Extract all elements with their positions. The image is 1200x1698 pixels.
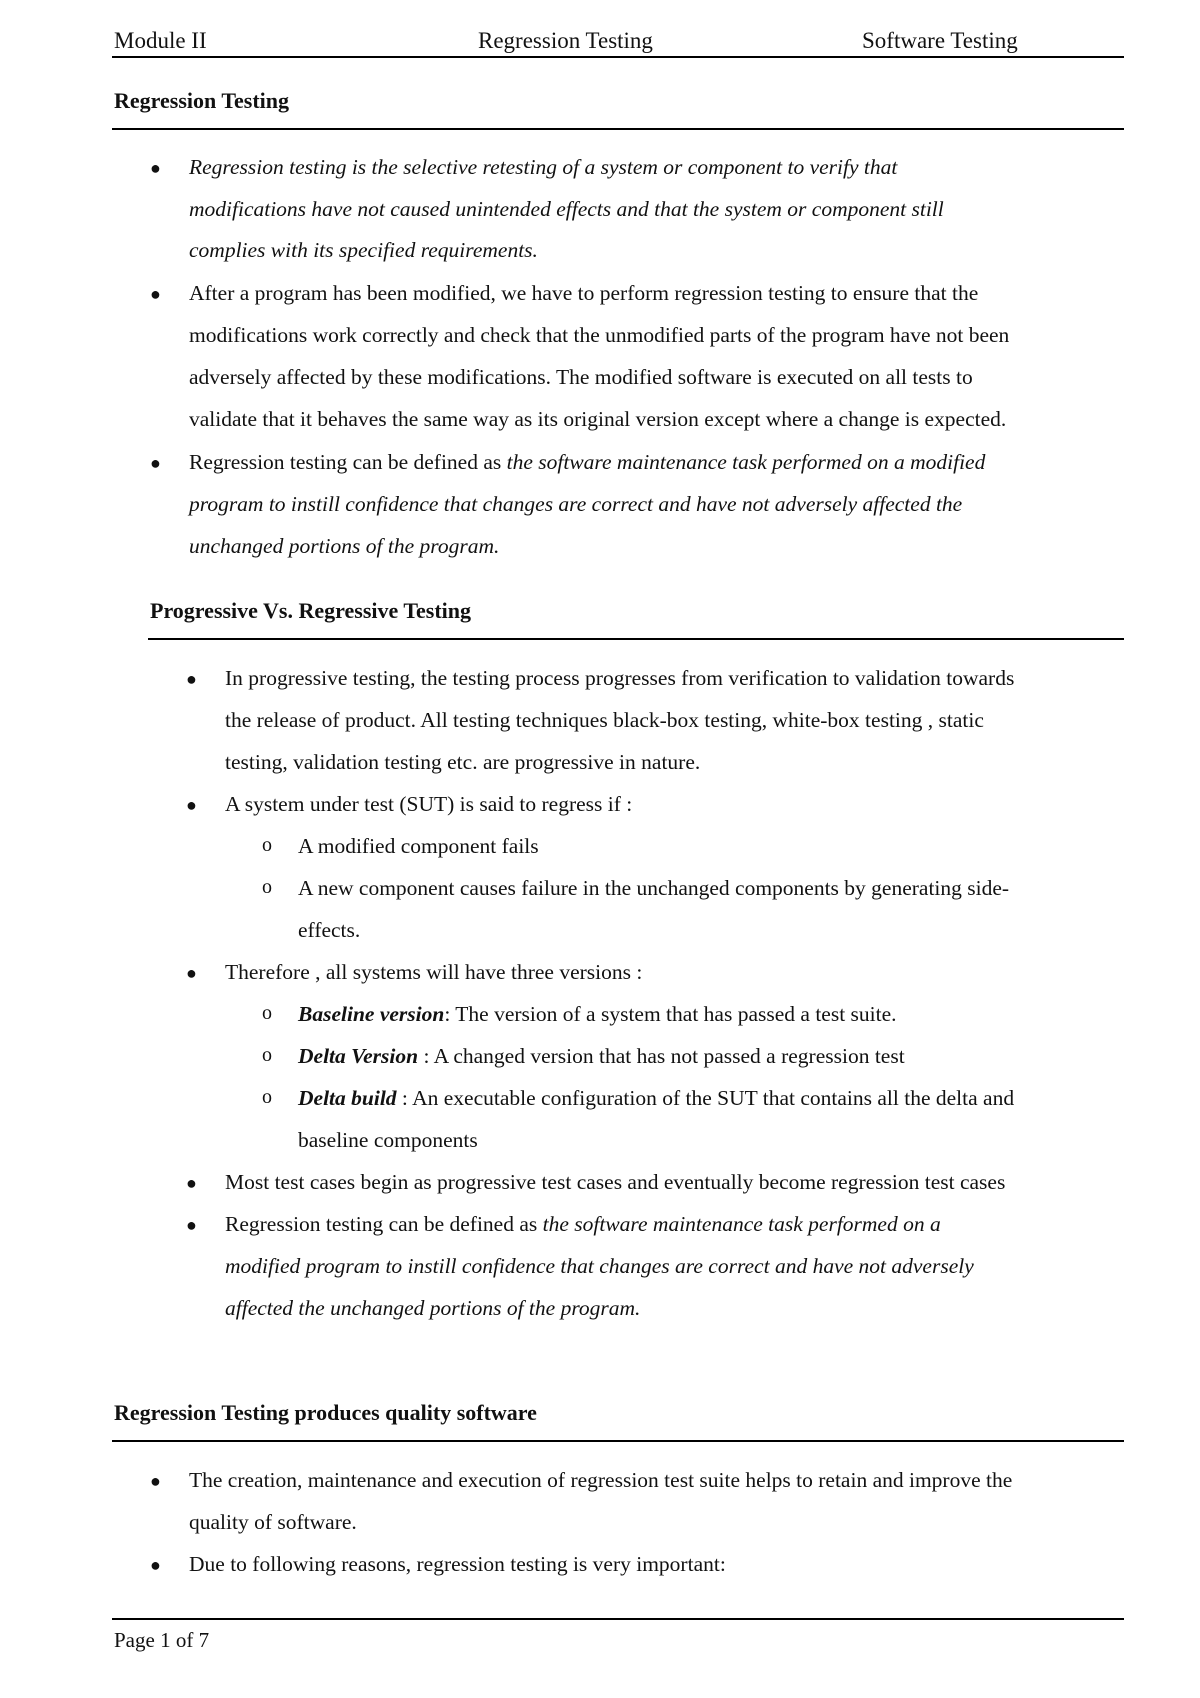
paragraph-line: the release of product. All testing techniques black-box testing, white-box testing , static <box>225 708 984 732</box>
version-baseline: Baseline version: The version of a system that has passed a test suite. <box>298 1002 897 1026</box>
paragraph-line: baseline components <box>298 1128 478 1152</box>
paragraph-line: The creation, maintenance and execution of regression test suite helps to retain and improve the <box>189 1468 1013 1492</box>
paragraph-line: A new component causes failure in the unchanged components by generating side- <box>298 876 1010 900</box>
paragraph-line: A modified component fails <box>298 834 539 858</box>
bullet-icon: ● <box>150 284 161 304</box>
paragraph-line: program to instill confidence that changes are correct and have not adversely affected the <box>189 492 963 516</box>
paragraph-line: validate that it behaves the same way as its original version except where a change is expected. <box>189 407 1007 431</box>
paragraph-line: effects. <box>298 918 361 942</box>
section-title-quality-software: Regression Testing produces quality software <box>114 1400 537 1425</box>
paragraph-line: A system under test (SUT) is said to regress if : <box>225 792 633 816</box>
paragraph-line: After a program has been modified, we have to perform regression testing to ensure that the <box>189 281 979 305</box>
section-rule <box>112 128 1124 130</box>
header-subject: Software Testing <box>862 28 1018 53</box>
paragraph-line: testing, validation testing etc. are progressive in nature. <box>225 750 701 774</box>
bullet-icon: ● <box>150 1555 161 1575</box>
paragraph-line: unchanged portions of the program. <box>189 534 500 558</box>
section-rule <box>112 1440 1124 1442</box>
bullet-icon: ● <box>150 1471 161 1491</box>
sub-bullet-icon: o <box>262 834 272 856</box>
sub-bullet-icon: o <box>262 1086 272 1108</box>
sub-bullet-icon: o <box>262 1002 272 1024</box>
paragraph-line: Regression testing can be defined as the software maintenance task performed on a modified <box>189 450 986 474</box>
paragraph-line: modifications have not caused unintended effects and that the system or component still <box>189 197 944 221</box>
header-rule <box>112 56 1124 58</box>
version-delta: Delta Version : A changed version that has not passed a regression test <box>298 1044 905 1068</box>
bullet-icon: ● <box>186 795 197 815</box>
paragraph-line: Therefore , all systems will have three versions : <box>225 960 643 984</box>
footer-rule <box>112 1618 1124 1620</box>
header-topic: Regression Testing <box>478 28 653 53</box>
sub-bullet-icon: o <box>262 1044 272 1066</box>
sub-bullet-icon: o <box>262 876 272 898</box>
bullet-icon: ● <box>150 158 161 178</box>
paragraph-line: adversely affected by these modifications. The modified software is executed on all tests to <box>189 365 973 389</box>
section-title-progressive-vs-regressive: Progressive Vs. Regressive Testing <box>150 598 472 623</box>
section-rule <box>148 638 1124 640</box>
paragraph-line: complies with its specified requirements. <box>189 238 538 262</box>
bullet-icon: ● <box>186 963 197 983</box>
paragraph-line: Regression testing is the selective retesting of a system or component to verify that <box>189 155 898 179</box>
paragraph-line: Due to following reasons, regression testing is very important: <box>189 1552 726 1576</box>
paragraph-line: quality of software. <box>189 1510 357 1534</box>
paragraph-line: affected the unchanged portions of the program. <box>225 1296 641 1320</box>
bullet-icon: ● <box>186 669 197 689</box>
paragraph-line: modified program to instill confidence that changes are correct and have not adversely <box>225 1254 974 1278</box>
section-title-regression-testing: Regression Testing <box>114 88 290 113</box>
paragraph-line: Regression testing can be defined as the software maintenance task performed on a <box>225 1212 941 1236</box>
page-number: Page 1 of 7 <box>114 1628 210 1652</box>
paragraph-line: In progressive testing, the testing process progresses from verification to validation towards <box>225 666 1015 690</box>
bullet-icon: ● <box>186 1215 197 1235</box>
version-delta-build: Delta build : An executable configuration of the SUT that contains all the delta and <box>298 1086 1015 1110</box>
paragraph-line: modifications work correctly and check that the unmodified parts of the program have not been <box>189 323 1010 347</box>
bullet-icon: ● <box>186 1173 197 1193</box>
bullet-icon: ● <box>150 453 161 473</box>
paragraph-line: Most test cases begin as progressive test cases and eventually become regression test cases <box>225 1170 1006 1194</box>
header-module: Module II <box>114 28 207 53</box>
